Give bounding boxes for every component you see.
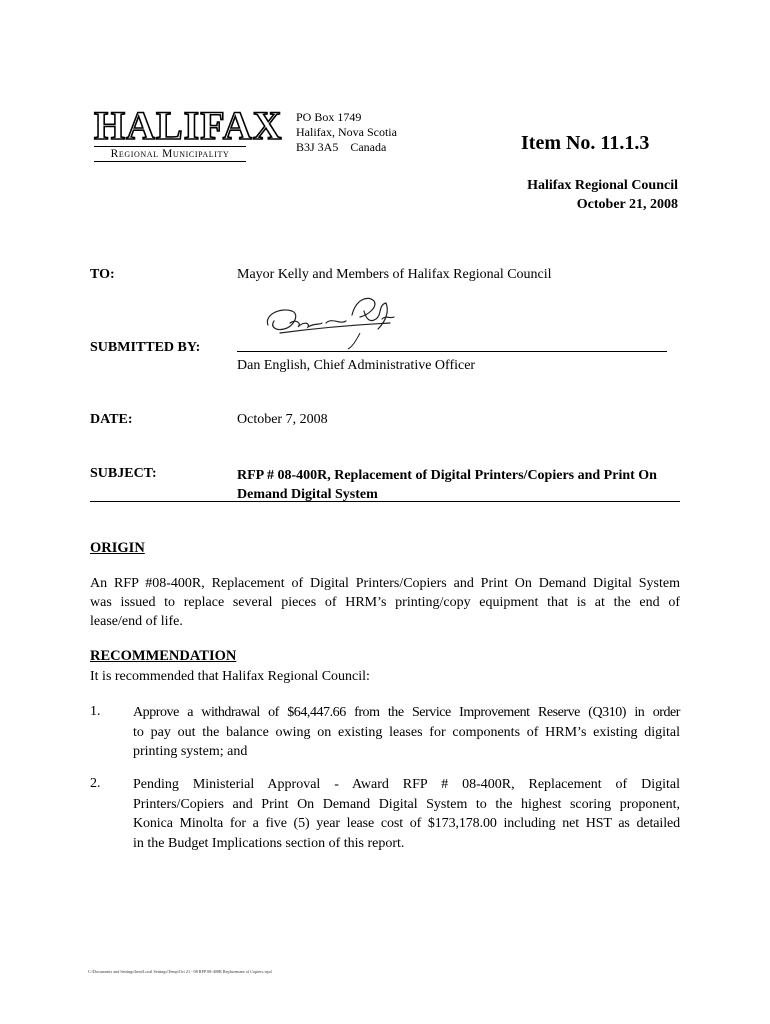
subject-label: SUBJECT: <box>90 466 157 481</box>
recommendation-heading: RECOMMENDATION <box>90 648 237 664</box>
signature-image <box>260 293 410 353</box>
date-value: October 7, 2008 <box>237 412 328 427</box>
list-item-line: in the Budget Implications section of this report. <box>133 835 405 851</box>
to-label: TO: <box>90 267 115 282</box>
subject-line: Demand Digital System <box>237 487 378 502</box>
list-item-number: 1. <box>90 704 101 719</box>
submitted-by-label: SUBMITTED BY: <box>90 340 201 355</box>
logo-subtitle: Regional Municipality <box>94 146 246 162</box>
logo-wordmark: HALIFAX <box>94 103 283 148</box>
list-item <box>133 703 680 762</box>
subject-line: RFP # 08-400R, Replacement of Digital Printers/Copiers and Print On <box>237 468 657 483</box>
list-item-line: Approve a withdrawal of $64,447.66 from the Service Improvement Reserve (Q310) in order <box>133 705 680 720</box>
address-line: B3J 3A5 Canada <box>296 140 387 154</box>
list-item-line: Printers/Copiers and Print On Demand Digital System to the highest scoring proponent, <box>133 796 680 812</box>
meeting-date: October 21, 2008 <box>576 197 678 212</box>
file-path-footer: C:\Documents and Settings\hrm\Local Settings\Temp\Oct 21 - 08 RFP 08-400R Replacement of Copiers.wpd <box>88 969 272 974</box>
list-item <box>133 775 680 853</box>
recommendation-intro: It is recommended that Halifax Regional Council: <box>90 669 370 684</box>
list-item-line: to pay out the balance owing on existing leases for components of HRM’s existing digital <box>133 724 680 740</box>
mailing-address <box>296 110 397 155</box>
address-line: PO Box 1749 <box>296 110 362 124</box>
list-item-line: Konica Minolta for a five (5) year lease cost of $173,178.00 including net HST as detailed <box>133 816 680 831</box>
to-value: Mayor Kelly and Members of Halifax Regional Council <box>237 267 552 282</box>
address-line: Halifax, Nova Scotia <box>296 125 397 139</box>
submitted-by-value: Dan English, Chief Administrative Officer <box>237 358 476 373</box>
origin-heading: ORIGIN <box>90 540 145 556</box>
signature-line <box>237 351 667 352</box>
paragraph-line: An RFP #08-400R, Replacement of Digital Printers/Copiers and Print On Demand Digital System <box>90 576 680 591</box>
subject-value <box>237 466 682 504</box>
list-item-line: Pending Ministerial Approval - Award RFP # 08-400R, Replacement of Digital <box>133 777 680 792</box>
meeting-info <box>527 176 678 214</box>
item-number: Item No. 11.1.3 <box>521 132 650 154</box>
list-item-line: printing system; and <box>133 744 248 759</box>
council-name: Halifax Regional Council <box>527 178 678 193</box>
date-label: DATE: <box>90 412 133 427</box>
paragraph-line: lease/end of life. <box>90 614 183 629</box>
paragraph-line: was issued to replace several pieces of HRM’s printing/copy equipment that is at the end of <box>90 595 680 610</box>
halifax-logo <box>94 103 283 162</box>
list-item-number: 2. <box>90 776 101 791</box>
origin-paragraph <box>90 574 680 631</box>
divider <box>90 501 680 502</box>
